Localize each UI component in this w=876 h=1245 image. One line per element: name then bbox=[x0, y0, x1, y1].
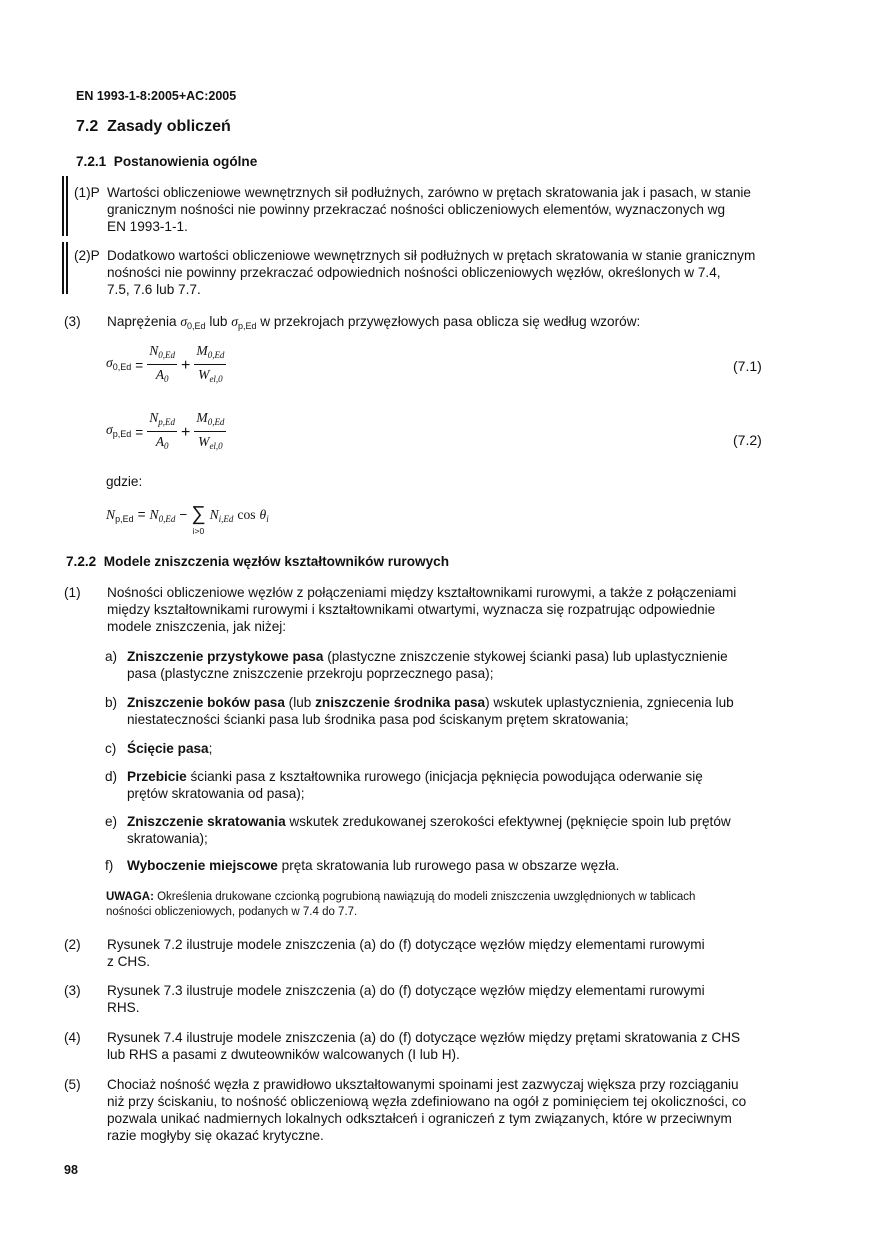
bold-term: Zniszczenie boków pasa bbox=[127, 695, 285, 710]
text: ; bbox=[208, 741, 213, 756]
subsection-heading-722 bbox=[66, 553, 449, 570]
list-item-label: a) bbox=[105, 649, 118, 664]
text-line: pozwala unikać nadmiernych lokalnych odkształceń i ograniczeń z tym związanych, które w przeciwnym bbox=[107, 1111, 732, 1126]
subscript: p,Ed bbox=[115, 514, 134, 524]
text: ścianki pasa z kształtownika rurowego (inicjacja pęknięcia powodująca oderwanie się bbox=[186, 769, 703, 784]
text-line: nośności obliczeniowych, podanych w 7.4 do 7.7. bbox=[106, 906, 358, 918]
subsection-heading-721 bbox=[76, 153, 257, 170]
symbol: W bbox=[198, 366, 210, 382]
clause-1p bbox=[107, 184, 763, 235]
text-line bbox=[106, 890, 766, 905]
change-bar bbox=[66, 176, 68, 236]
list-item-a bbox=[127, 648, 761, 682]
fraction bbox=[147, 410, 177, 455]
text: (lub bbox=[284, 695, 316, 710]
subscript: i,Ed bbox=[218, 514, 234, 524]
note bbox=[106, 890, 766, 920]
clause-722-1 bbox=[107, 584, 763, 635]
sum-symbol: ∑ bbox=[191, 503, 206, 525]
bold-term: zniszczenie środnika pasa bbox=[315, 695, 486, 710]
text-line: EN 1993-1-1. bbox=[107, 219, 188, 234]
clause-2p bbox=[107, 247, 763, 298]
text-line bbox=[127, 648, 761, 665]
page-number: 98 bbox=[64, 1163, 78, 1177]
list-item-b bbox=[127, 694, 761, 728]
subscript: p,Ed bbox=[158, 416, 176, 427]
clause-3 bbox=[107, 313, 763, 335]
subscript: 0,Ed bbox=[112, 362, 132, 372]
symbol: M bbox=[196, 342, 208, 358]
text-line: Chociaż nośność węzła z prawidłowo ukształtowanymi spoinami jest zazwyczaj większa przy rozciąganiu bbox=[107, 1077, 739, 1092]
equation-number: (7.1) bbox=[733, 358, 762, 374]
text-line: niż przy ściskaniu, to nośność obliczeniową węzła zdefiniowano na ogół z pominięciem tej okoliczności, co bbox=[107, 1094, 747, 1109]
text: Określenia drukowane czcionką pogrubioną nawiązują do modeli zniszczenia uwzględnionych w tablicach bbox=[153, 891, 696, 903]
text-line: 7.5, 7.6 lub 7.7. bbox=[107, 282, 201, 297]
sigma-symbol: σ bbox=[180, 314, 188, 329]
document-id: EN 1993-1-8:2005+AC:2005 bbox=[76, 89, 237, 103]
text-line: Rysunek 7.4 ilustruje modele zniszczenia (a) do (f) dotyczące węzłów między prętami skratowania z CHS bbox=[107, 1030, 741, 1045]
symbol: M bbox=[196, 409, 208, 425]
text-line: Rysunek 7.2 ilustruje modele zniszczenia (a) do (f) dotyczące węzłów między elementami rurowymi bbox=[107, 937, 705, 952]
list-item-label: f) bbox=[105, 858, 114, 873]
symbol: N bbox=[149, 409, 159, 425]
clause-label: (4) bbox=[64, 1030, 81, 1045]
text-line bbox=[127, 768, 761, 785]
text: wskutek zredukowanej szerokości efektywnej (pęknięcie spoin lub prętów bbox=[285, 814, 731, 829]
fraction bbox=[147, 343, 177, 388]
text-line: pasa (plastyczne zniszczenie przekroju poprzecznego pasa); bbox=[127, 666, 494, 681]
text-line: skratowania); bbox=[127, 831, 208, 846]
text: Naprężenia bbox=[107, 314, 177, 329]
list-item-label: c) bbox=[105, 741, 117, 756]
theta-symbol: θ bbox=[259, 507, 267, 522]
sigma-symbol: σ bbox=[106, 422, 113, 437]
clause-label: (2) bbox=[64, 937, 81, 952]
equals-sign: = bbox=[135, 357, 144, 373]
sum-limit: i>0 bbox=[192, 526, 205, 536]
equals-sign: = bbox=[135, 424, 144, 440]
minus-sign: − bbox=[179, 507, 188, 522]
symbol: A bbox=[155, 366, 164, 382]
text: pręta skratowania lub rurowego pasa w obszarze węzła. bbox=[277, 858, 620, 873]
where-label: gdzie: bbox=[106, 474, 143, 489]
change-bar bbox=[62, 242, 64, 294]
clause-722-5 bbox=[107, 1076, 763, 1144]
text-line bbox=[127, 813, 761, 830]
sigma-symbol: σ bbox=[106, 355, 113, 370]
text-line: lub RHS a pasami z dwuteowników walcowanych (I lub H). bbox=[107, 1047, 460, 1062]
change-bar bbox=[62, 176, 64, 236]
subscript: el,0 bbox=[209, 440, 223, 451]
cos-function: cos bbox=[237, 507, 256, 522]
subscript: el,0 bbox=[209, 373, 223, 384]
subsection-number: 7.2.2 bbox=[66, 554, 97, 569]
list-item-label: b) bbox=[105, 695, 118, 710]
symbol: W bbox=[198, 433, 210, 449]
note-label: UWAGA: bbox=[106, 891, 154, 903]
list-item-c bbox=[127, 740, 761, 757]
text-line: prętów skratowania od pasa); bbox=[127, 786, 305, 801]
subscript: p,Ed bbox=[112, 429, 132, 439]
text-line: Rysunek 7.3 ilustruje modele zniszczenia (a) do (f) dotyczące węzłów między elementami rurowymi bbox=[107, 983, 705, 998]
text-line: nośności nie powinny przekraczać odpowiednich nośności obliczeniowych węzłów, określonych w 7.4, bbox=[107, 265, 721, 280]
text-line: między kształtownikami rurowymi i kształtownikami otwartymi, wyznacza się rozpatrując odpowiednie bbox=[107, 602, 716, 617]
symbol: N bbox=[106, 507, 116, 522]
text: (plastyczne zniszczenie stykowej ścianki pasa) lub uplastycznienie bbox=[323, 649, 728, 664]
list-item-label: d) bbox=[105, 769, 118, 784]
subscript: 0,Ed bbox=[158, 514, 176, 524]
symbol: N bbox=[149, 507, 159, 522]
subsection-title: Modele zniszczenia węzłów kształtowników rurowych bbox=[103, 554, 449, 569]
text: lub bbox=[209, 314, 228, 329]
text-line bbox=[127, 694, 761, 711]
clause-722-2 bbox=[107, 936, 763, 970]
clause-722-3 bbox=[107, 982, 763, 1016]
symbol: N bbox=[149, 342, 159, 358]
subscript: 0,Ed bbox=[207, 349, 225, 360]
subscript: 0,Ed bbox=[187, 321, 206, 331]
text: w przekrojach przywęzłowych pasa oblicza się według wzorów: bbox=[260, 314, 641, 329]
text: ) wskutek uplastycznienia, zgniecenia lub bbox=[485, 695, 734, 710]
list-item-e bbox=[127, 813, 761, 847]
text-line: Nośności obliczeniowe węzłów z połączeniami między kształtownikami rurowymi, a także z połączeniami bbox=[107, 585, 737, 600]
fraction bbox=[194, 343, 226, 388]
clause-722-4 bbox=[107, 1029, 763, 1063]
subscript: 0,Ed bbox=[158, 349, 176, 360]
subscript: i bbox=[266, 514, 269, 524]
text-line: niestateczności ścianki pasa lub środnika pasa pod ściskanym prętem skratowania; bbox=[127, 712, 629, 727]
symbol: N bbox=[209, 507, 219, 522]
list-item-f bbox=[127, 857, 761, 874]
text-line: granicznym nośności nie powinny przekraczać nośności obliczeniowych elementów, wyznaczonych wg bbox=[107, 202, 726, 217]
list-item-label: e) bbox=[105, 814, 118, 829]
equation-number: (7.2) bbox=[733, 432, 762, 448]
text-line: razie mogłyby się okazać krytyczne. bbox=[107, 1128, 324, 1143]
subscript: 0,Ed bbox=[207, 416, 225, 427]
clause-label: (3) bbox=[64, 983, 81, 998]
clause-label: (1) bbox=[64, 585, 81, 600]
bold-term: Przebicie bbox=[127, 769, 187, 784]
clause-label: (3) bbox=[64, 314, 81, 329]
sigma-symbol: σ bbox=[231, 314, 238, 329]
subscript: 0 bbox=[164, 373, 169, 384]
section-title: Zasady obliczeń bbox=[107, 118, 231, 135]
text-line: z CHS. bbox=[107, 954, 151, 969]
text-line: modele zniszczenia, jak niżej: bbox=[107, 619, 287, 634]
subscript: 0 bbox=[164, 440, 169, 451]
subsection-number: 7.2.1 bbox=[76, 154, 107, 169]
plus-sign: + bbox=[181, 423, 191, 441]
clause-label: (5) bbox=[64, 1077, 81, 1092]
bold-term: Wyboczenie miejscowe bbox=[127, 858, 278, 873]
fraction bbox=[194, 410, 226, 455]
equation-np bbox=[106, 502, 269, 536]
section-number: 7.2 bbox=[76, 118, 99, 135]
symbol: A bbox=[155, 433, 164, 449]
subsection-title: Postanowienia ogólne bbox=[113, 154, 258, 169]
text-line: Dodatkowo wartości obliczeniowe wewnętrznych sił podłużnych w prętach skratowania w stanie granicznym bbox=[107, 248, 756, 263]
equation-7-2 bbox=[106, 409, 226, 455]
equals-sign: = bbox=[137, 507, 146, 522]
bold-term: Ścięcie pasa bbox=[127, 741, 209, 756]
plus-sign: + bbox=[181, 356, 191, 374]
subscript: p,Ed bbox=[237, 321, 257, 331]
text-line: Wartości obliczeniowe wewnętrznych sił podłużnych, zarówno w prętach skratowania jak i pasach, w stanie bbox=[107, 185, 751, 200]
change-bar bbox=[66, 242, 68, 294]
clause-label: (1)P bbox=[74, 185, 100, 200]
section-heading bbox=[76, 117, 231, 137]
bold-term: Zniszczenie przystykowe pasa bbox=[127, 649, 324, 664]
equation-7-1 bbox=[106, 342, 226, 388]
bold-term: Zniszczenie skratowania bbox=[127, 814, 286, 829]
list-item-d bbox=[127, 768, 761, 802]
text-line: RHS. bbox=[107, 1000, 140, 1015]
clause-label: (2)P bbox=[74, 248, 100, 263]
